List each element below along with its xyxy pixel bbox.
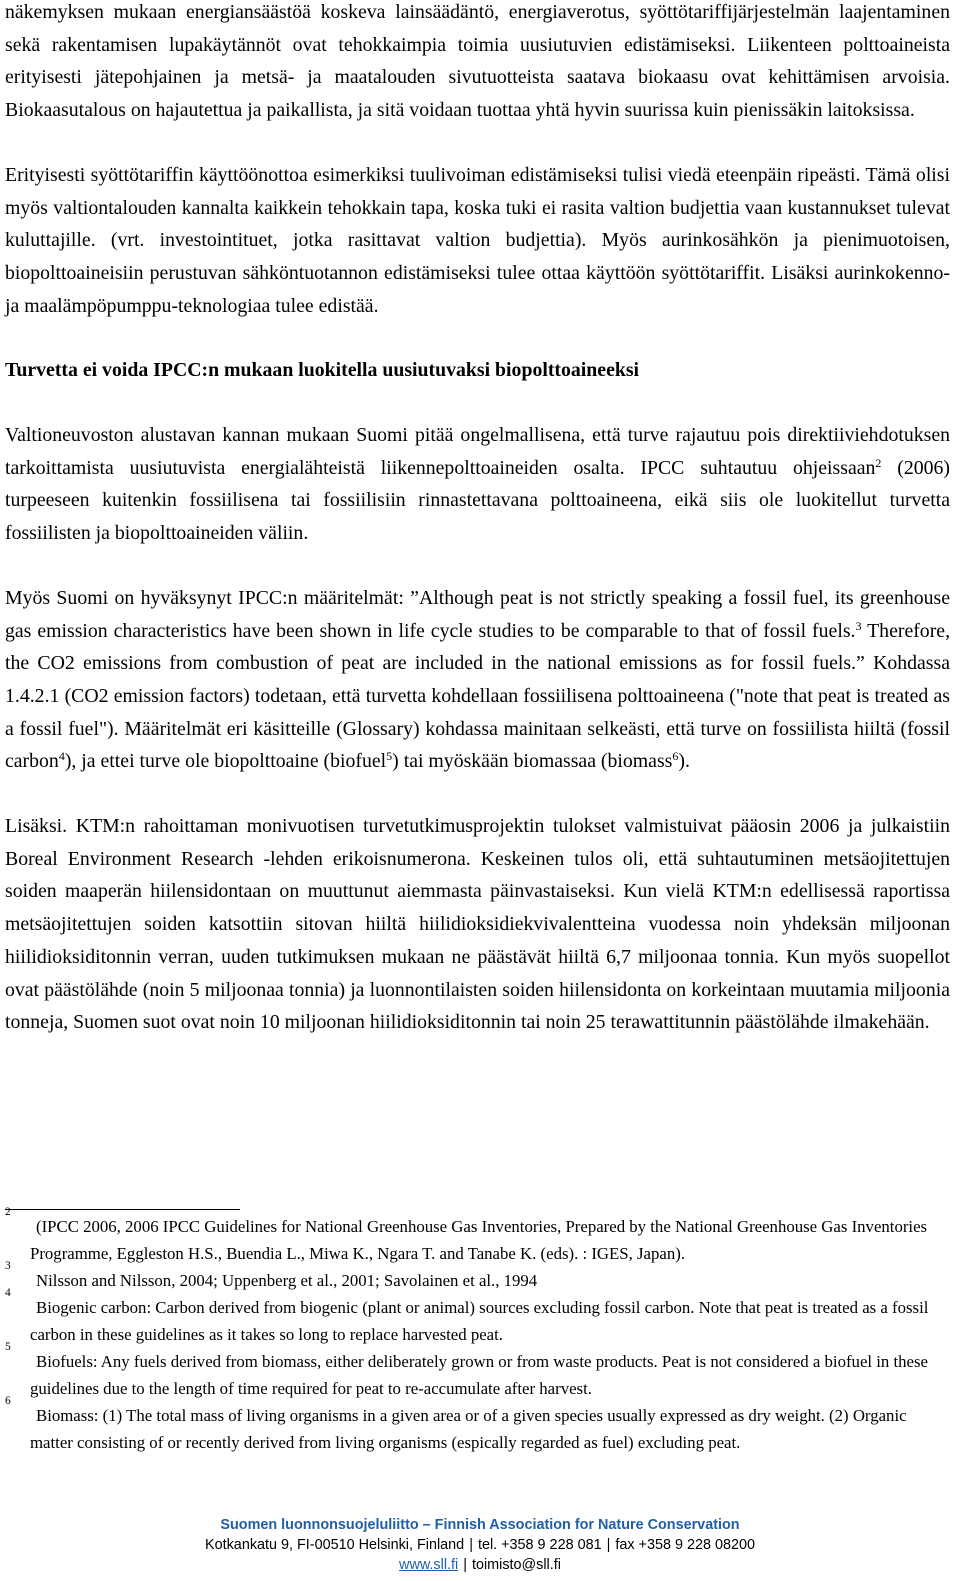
footer-web-line [0,1555,960,1575]
footnote-2 [5,1206,950,1267]
footnote-number: 2 [5,1206,11,1218]
footer-phone: tel. +358 9 228 081 [477,1537,602,1553]
paragraph-text: Valtioneuvoston alustavan kannan mukaan Suomi pitää ongelmallisena, että turve rajautuu pois direktiiviehdotuksen tarkoittamista uusiutuvista energialähteistä liikennepolttoaineiden osalta. IPCC suhtautuu ohjeissaan [5,424,950,479]
paragraph-gap [5,127,950,159]
paragraph-text: ), ja ettei turve ole biopolttoaine (biofuel [64,750,387,773]
paragraph-gap [5,387,950,419]
footer-separator: | [606,1537,611,1553]
footnote-separator [5,1209,240,1210]
paragraph-text: (2006) turpeeseen kuitenkin fossiilisena tai fossiilisiin rinnastettavana polttoaineena, eikä siis ole luokitellut turvetta fossiilisten ja biopolttoaineiden väliin. [5,456,950,545]
footer-organization: Suomen luonnonsuojeluliitto – Finnish Association for Nature Conservation [220,1517,740,1533]
footnote-number: 4 [5,1287,11,1299]
paragraph-text: Therefore, the CO2 emissions from combustion of peat are included in the national emissions as for fossil fuels.” Kohdassa 1.4.2.1 (CO2 emission factors) todetaan, että turvetta kohdellaan fossiilisena polttoaineena ("note that peat is treated as a fossil fuel"). Määritelmät eri käsitteille (Glossary) kohdassa mainitaan selkeästi, että turve on fossiilista hiiltä (fossil carbon [5,619,951,773]
footnote-number: 5 [5,1341,11,1353]
footer-address: Kotkankatu 9, FI-00510 Helsinki, Finland [205,1537,465,1553]
body-text [5,0,950,1039]
footnote-text: Biomass: (1) The total mass of living organisms in a given area or of a given species usually expressed as dry weight. (2) Organic matter consisting of or recently derived from living organisms (espically regarded as fuel) excluding peat. [30,1406,907,1452]
footnote-ref-2[interactable]: 2 [875,455,882,470]
footnote-text: (IPCC 2006, 2006 IPCC Guidelines for National Greenhouse Gas Inventories, Prepared by the National Greenhouse Gas Inventories Programme, Eggleston H.S., Buendia L., Miwa K., Ngara T. and Tanabe K. (eds). : IGES, Japan). [30,1217,928,1263]
footer-contact-line [0,1535,960,1555]
page-footer [0,1515,960,1575]
paragraph-energy-legislation: näkemyksen mukaan energiansäästöä koskeva lainsäädäntö, energiaverotus, syöttötariffijärjestelmän laajentaminen sekä rakentamisen lupakäytännöt ovat tehokkaimpia toimia uusiutuvien edistämiseksi. Liikenteen polttoaineista erityisesti jätepohjainen ja metsä- ja maatalouden sivutuotteista saatava biokaasu ovat kehittämisen arvoisia. Biokaasutalous on hajautettua ja paikallista, ja sitä voidaan tuottaa yhtä hyvin suurissa kuin pienissäkin laitoksissa. [5,1,950,122]
paragraph-gap [5,778,950,810]
footer-website-link[interactable]: www.sll.fi [399,1557,459,1573]
footnote-ref-6[interactable]: 6 [672,749,679,764]
section-heading: Turvetta ei voida IPCC:n mukaan luokitella uusiutuvaksi biopolttoaineeksi [5,359,640,382]
footnote-6 [5,1395,950,1456]
paragraph-government-position [5,419,950,550]
paragraph-feed-in-tariff: Erityisesti syöttötariffin käyttöönottoa esimerkiksi tuulivoiman edistämiseksi tulisi viedä eteenpäin ripeästi. Tämä olisi myös valtiontalouden kannalta kaikkein tehokkain tapa, koska tuki ei rasita valtion budjettia vaan kustannukset tulevat kuluttajille. (vrt. investointituet, jotka rasittavat valtion budjettia). Myös aurinkosähkön ja pienimuotoisen, biopolttoaineisiin perustuvan sähköntuotannon edistämiseksi tulee ottaa käyttöön syöttötariffit. Lisäksi aurinkokenno- ja maalämpöpumppu-teknologiaa tulee edistää. [5,163,950,317]
paragraph-gap [5,322,950,354]
paragraph-peat-research: Lisäksi. KTM:n rahoittaman monivuotisen turvetutkimusprojektin tulokset valmistuivat pääosin 2006 ja julkaistiin Boreal Environment Research -lehden erikoisnumerona. Keskeinen tulos oli, että suhtautuminen metsäojitettujen soiden maaperän hiilensidontaan on muuttunut aiemmasta päinvastaiseksi. Kun vielä KTM:n edellisessä raportissa metsäojitettujen soiden katsottiin sitovan hiiltä hiilidioksidiekvivalentteina vuodessa noin yhdeksän miljoonan hiilidioksiditonnin verran, uuden tutkimuksen mukaan ne päästävät hiiltä 6,7 miljoonaa tonnia. Kun myös suopellot ovat päästölähde (noin 5 miljoonaa tonnia) ja luonnontilaisten soiden hiilensidonta on korkeintaan muutamia miljoonia tonneja, Suomen suot ovat noin 10 miljoonan hiilidioksiditonnin tai noin 25 terawattitunnin päästölähde ilmakehään. [5,815,950,1034]
footnote-text: Biofuels: Any fuels derived from biomass, either deliberately grown or from waste products. Peat is not considered a biofuel in these guidelines due to the length of time required for peat to re-accumulate after harvest. [30,1352,928,1398]
footnote-text: Nilsson and Nilsson, 2004; Uppenberg et al., 2001; Savolainen et al., 1994 [36,1271,538,1290]
footnote-ref-4[interactable]: 4 [58,749,65,764]
footnote-ref-5[interactable]: 5 [386,749,393,764]
footer-fax: fax +358 9 228 08200 [615,1537,755,1553]
footer-separator: | [463,1557,467,1573]
footnote-number: 3 [5,1260,11,1272]
footnote-4 [5,1287,950,1348]
paragraph-text: Myös Suomi on hyväksynyt IPCC:n määritelmät: ”Although peat is not strictly speaking a fossil fuel, its greenhouse gas emission characteristics have been shown in life cycle studies to be comparable to that of fossil fuels. [5,586,950,642]
footnote-ref-3[interactable]: 3 [855,618,862,633]
paragraph-ipcc-definitions [5,582,950,778]
paragraph-text: ) tai myöskään biomassaa (biomass [392,750,673,773]
footnote-5 [5,1341,950,1402]
footer-email[interactable]: toimisto@sll.fi [471,1557,561,1573]
footnote-number: 6 [5,1395,11,1407]
footnote-text: Biogenic carbon: Carbon derived from biogenic (plant or animal) sources excluding fossil carbon. Note that peat is treated as a fossil carbon in these guidelines as it takes so long to replace harvested peat. [30,1298,929,1344]
paragraph-text: ). [678,750,690,773]
paragraph-gap [5,550,950,582]
footer-separator: | [469,1537,473,1553]
footnote-3 [5,1260,950,1294]
